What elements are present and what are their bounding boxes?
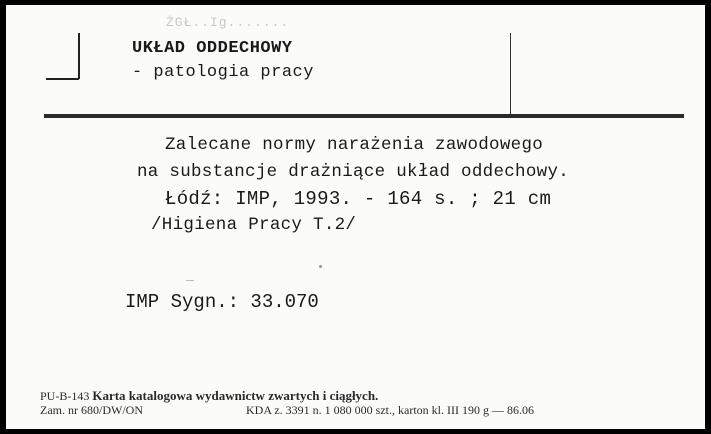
footer-form-line: [40, 388, 378, 404]
corner-mark-vertical: [78, 33, 80, 79]
corner-mark-horizontal: [46, 78, 79, 80]
subject-subheading: - patologia pracy: [132, 63, 314, 82]
faded-stamp: ŻGŁ..Ig.......: [166, 15, 290, 30]
footer-form-title: Karta katalogowa wydawnictw zwartych i ciągłych.: [92, 388, 379, 403]
footer-form-code: PU-B-143: [40, 389, 90, 403]
subject-heading: UKŁAD ODDECHOWY: [132, 39, 293, 58]
entry-title-line-1: Zalecane normy narażenia zawodowego: [165, 135, 544, 155]
entry-imprint: Łódź: IMP, 1993. - 164 s. ; 21 cm: [165, 188, 552, 210]
entry-title-line-2: na substancje drażniące układ oddechowy.: [137, 162, 570, 182]
header-divider-horizontal: [44, 114, 684, 118]
footer-order: Zam. nr 680/DW/ON: [40, 403, 143, 417]
call-number: IMP Sygn.: 33.070: [125, 291, 319, 313]
entry-series: /Higiena Pracy T.2/: [151, 215, 357, 235]
speck: [319, 265, 322, 268]
speck: [186, 280, 194, 281]
footer-print-info: KDA z. 3391 n. 1 080 000 szt., karton kl. III 190 g — 86.06: [246, 403, 534, 417]
header-divider-vertical: [510, 33, 511, 115]
catalog-card: [6, 5, 705, 429]
